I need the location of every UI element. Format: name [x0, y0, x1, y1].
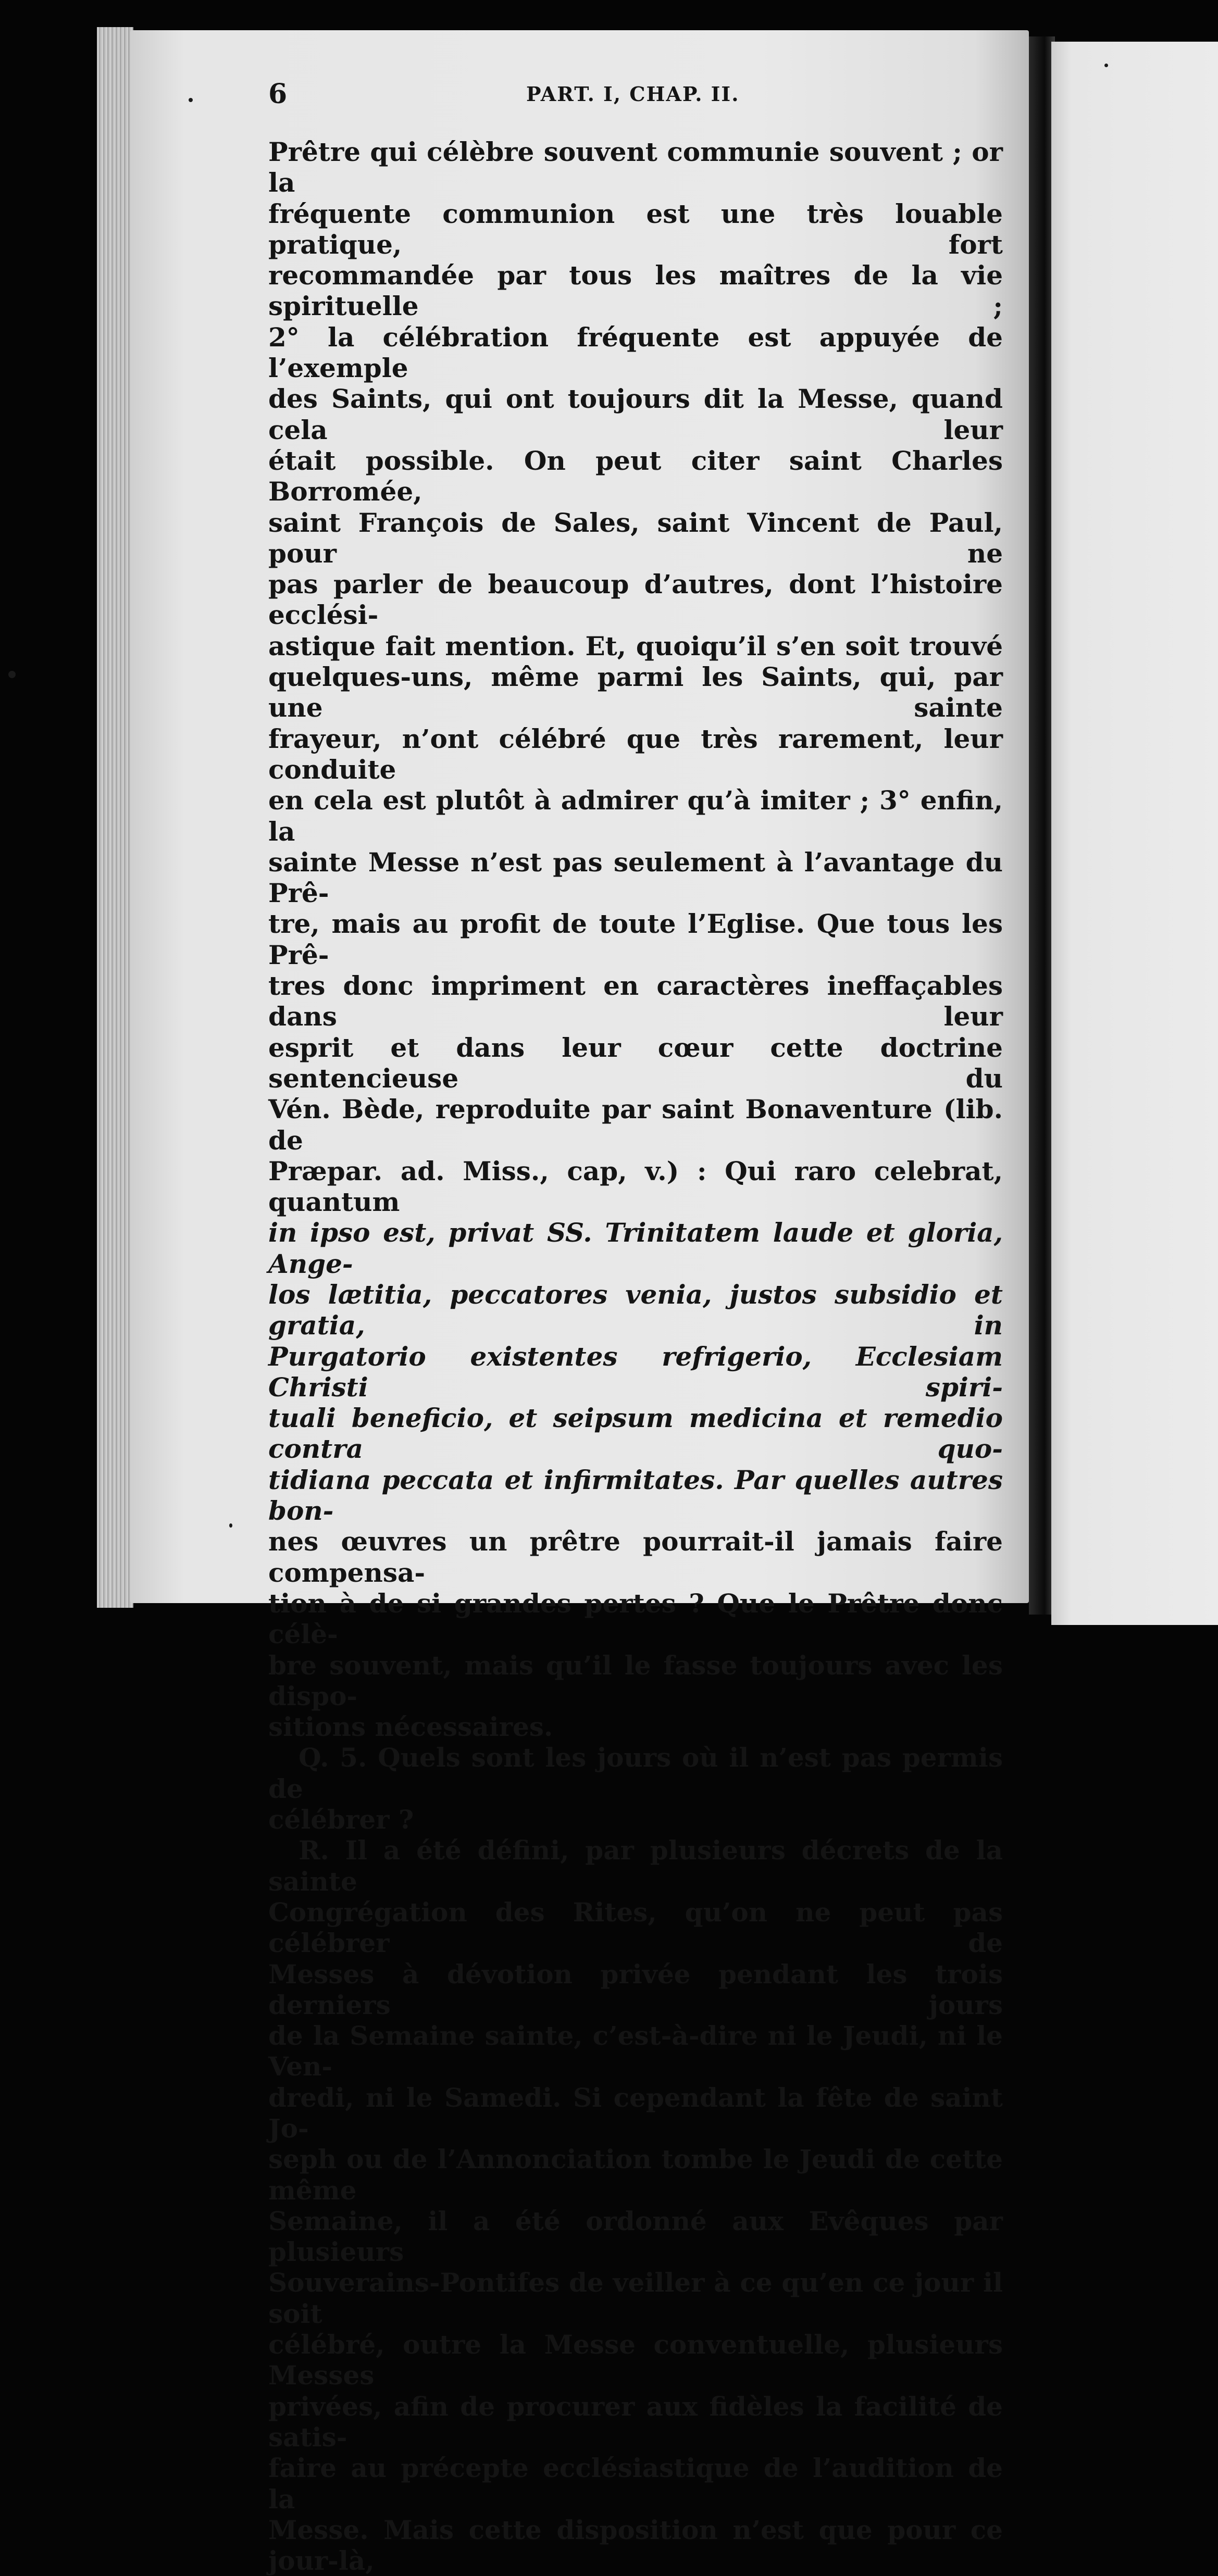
text-line: Q. 5. Quels sont les jours où il n’est pas permis de: [268, 1742, 1003, 1804]
page-edges: [97, 27, 133, 1608]
text-line: quelques-uns, même parmi les Saints, qui, par une sainte: [268, 661, 1003, 723]
text-line: Messe. Mais cette disposition n’est que pour ce jour-là,: [268, 2514, 1003, 2576]
text-line: célébré, outre la Messe conventuelle, plusieurs Messes: [268, 2329, 1003, 2391]
text-line: en cela est plutôt à admirer qu’à imiter ; 3° enfin, la: [268, 785, 1003, 847]
page-number: 6: [268, 78, 288, 110]
body-text: [268, 136, 1003, 2576]
text-line: tidiana peccata et infirmitates. Par quelles autres bon-: [268, 1464, 1003, 1527]
text-line: saint François de Sales, saint Vincent de Paul, pour ne: [268, 507, 1003, 569]
text-line: des Saints, qui ont toujours dit la Messe, quand cela leur: [268, 383, 1003, 445]
scan-speck: [1104, 64, 1108, 67]
scan-speck: [189, 98, 193, 102]
text-line: sainte Messe n’est pas seulement à l’avantage du Prê-: [268, 846, 1003, 909]
right-page: [1051, 42, 1218, 1625]
text-line: astique fait mention. Et, quoiqu’il s’en soit trouvé: [268, 630, 1003, 661]
text-line: nes œuvres un prêtre pourrait-il jamais faire compensa-: [268, 1526, 1003, 1588]
scan-speck: [8, 671, 16, 678]
text-line: 2° la célébration fréquente est appuyée de l’exemple: [268, 321, 1003, 384]
text-line: in ipso est, privat SS. Trinitatem laude et gloria, Ange-: [268, 1217, 1003, 1279]
text-line: célébrer ?: [268, 1804, 414, 1835]
text-line: los lætitia, peccatores venia, justos subsidio et gratia, in: [268, 1279, 1003, 1341]
text-line: tion à de si grandes pertes ? Que le Prêtre donc célè-: [268, 1587, 1003, 1650]
text-line: sitions nécessaires.: [268, 1711, 553, 1743]
text-line: de la Semaine sainte, c’est-à-dire ni le Jeudi, ni le Ven-: [268, 2020, 1003, 2082]
text-line: privées, afin de procurer aux fidèles la facilité de satis-: [268, 2391, 1003, 2453]
text-line: esprit et dans leur cœur cette doctrine sentencieuse du: [268, 1032, 1003, 1094]
text-line: tuali beneficio, et seipsum medicina et remedio contra quo-: [268, 1403, 1003, 1465]
running-title: PART. I, CHAP. II.: [526, 82, 740, 106]
text-line: Souverains-Pontifes de veiller à ce qu’en ce jour il soit: [268, 2267, 1003, 2329]
text-line: tre, mais au profit de toute l’Eglise. Que tous les Prê-: [268, 908, 1003, 970]
text-line: fréquente communion est une très louable pratique, fort: [268, 198, 1003, 260]
text-line: Prêtre qui célèbre souvent communie souvent ; or la: [268, 136, 1003, 198]
text-line: Messes à dévotion privée pendant les trois derniers jours: [268, 1958, 1003, 2020]
scan-speck: [229, 1523, 232, 1528]
text-line: Congrégation des Rites, qu’on ne peut pas célébrer de: [268, 1896, 1003, 1959]
text-line: seph ou de l’Annonciation tombe le Jeudi de cette même: [268, 2144, 1003, 2206]
text-line: tres donc impriment en caractères ineffaçables dans leur: [268, 970, 1003, 1032]
text-line: Vén. Bède, reproduite par saint Bonaventure (lib. de: [268, 1094, 1003, 1156]
text-line: Præpar. ad. Miss., cap, v.) : Qui raro celebrat, quantum: [268, 1155, 1003, 1218]
text-line: dredi, ni le Samedi. Si cependant la fête de saint Jo-: [268, 2082, 1003, 2144]
text-line: R. Il a été défini, par plusieurs décrets de la sainte: [268, 1835, 1003, 1897]
text-line: recommandée par tous les maîtres de la vie spirituelle ;: [268, 260, 1003, 322]
text-line: était possible. On peut citer saint Charles Borromée,: [268, 445, 1003, 507]
running-head: [268, 78, 1011, 115]
text-line: bre souvent, mais qu’il le fasse toujours avec les dispo-: [268, 1649, 1003, 1711]
text-line: faire au précepte ecclésiastique de l’audition de la: [268, 2453, 1003, 2515]
text-line: frayeur, n’ont célébré que très rarement, leur conduite: [268, 723, 1003, 785]
text-line: Purgatorio existentes refrigerio, Ecclesiam Christi spiri-: [268, 1341, 1003, 1403]
text-line: pas parler de beaucoup d’autres, dont l’histoire ecclési-: [268, 569, 1003, 631]
text-line: Semaine, il a été ordonné aux Evêques par plusieurs: [268, 2205, 1003, 2268]
